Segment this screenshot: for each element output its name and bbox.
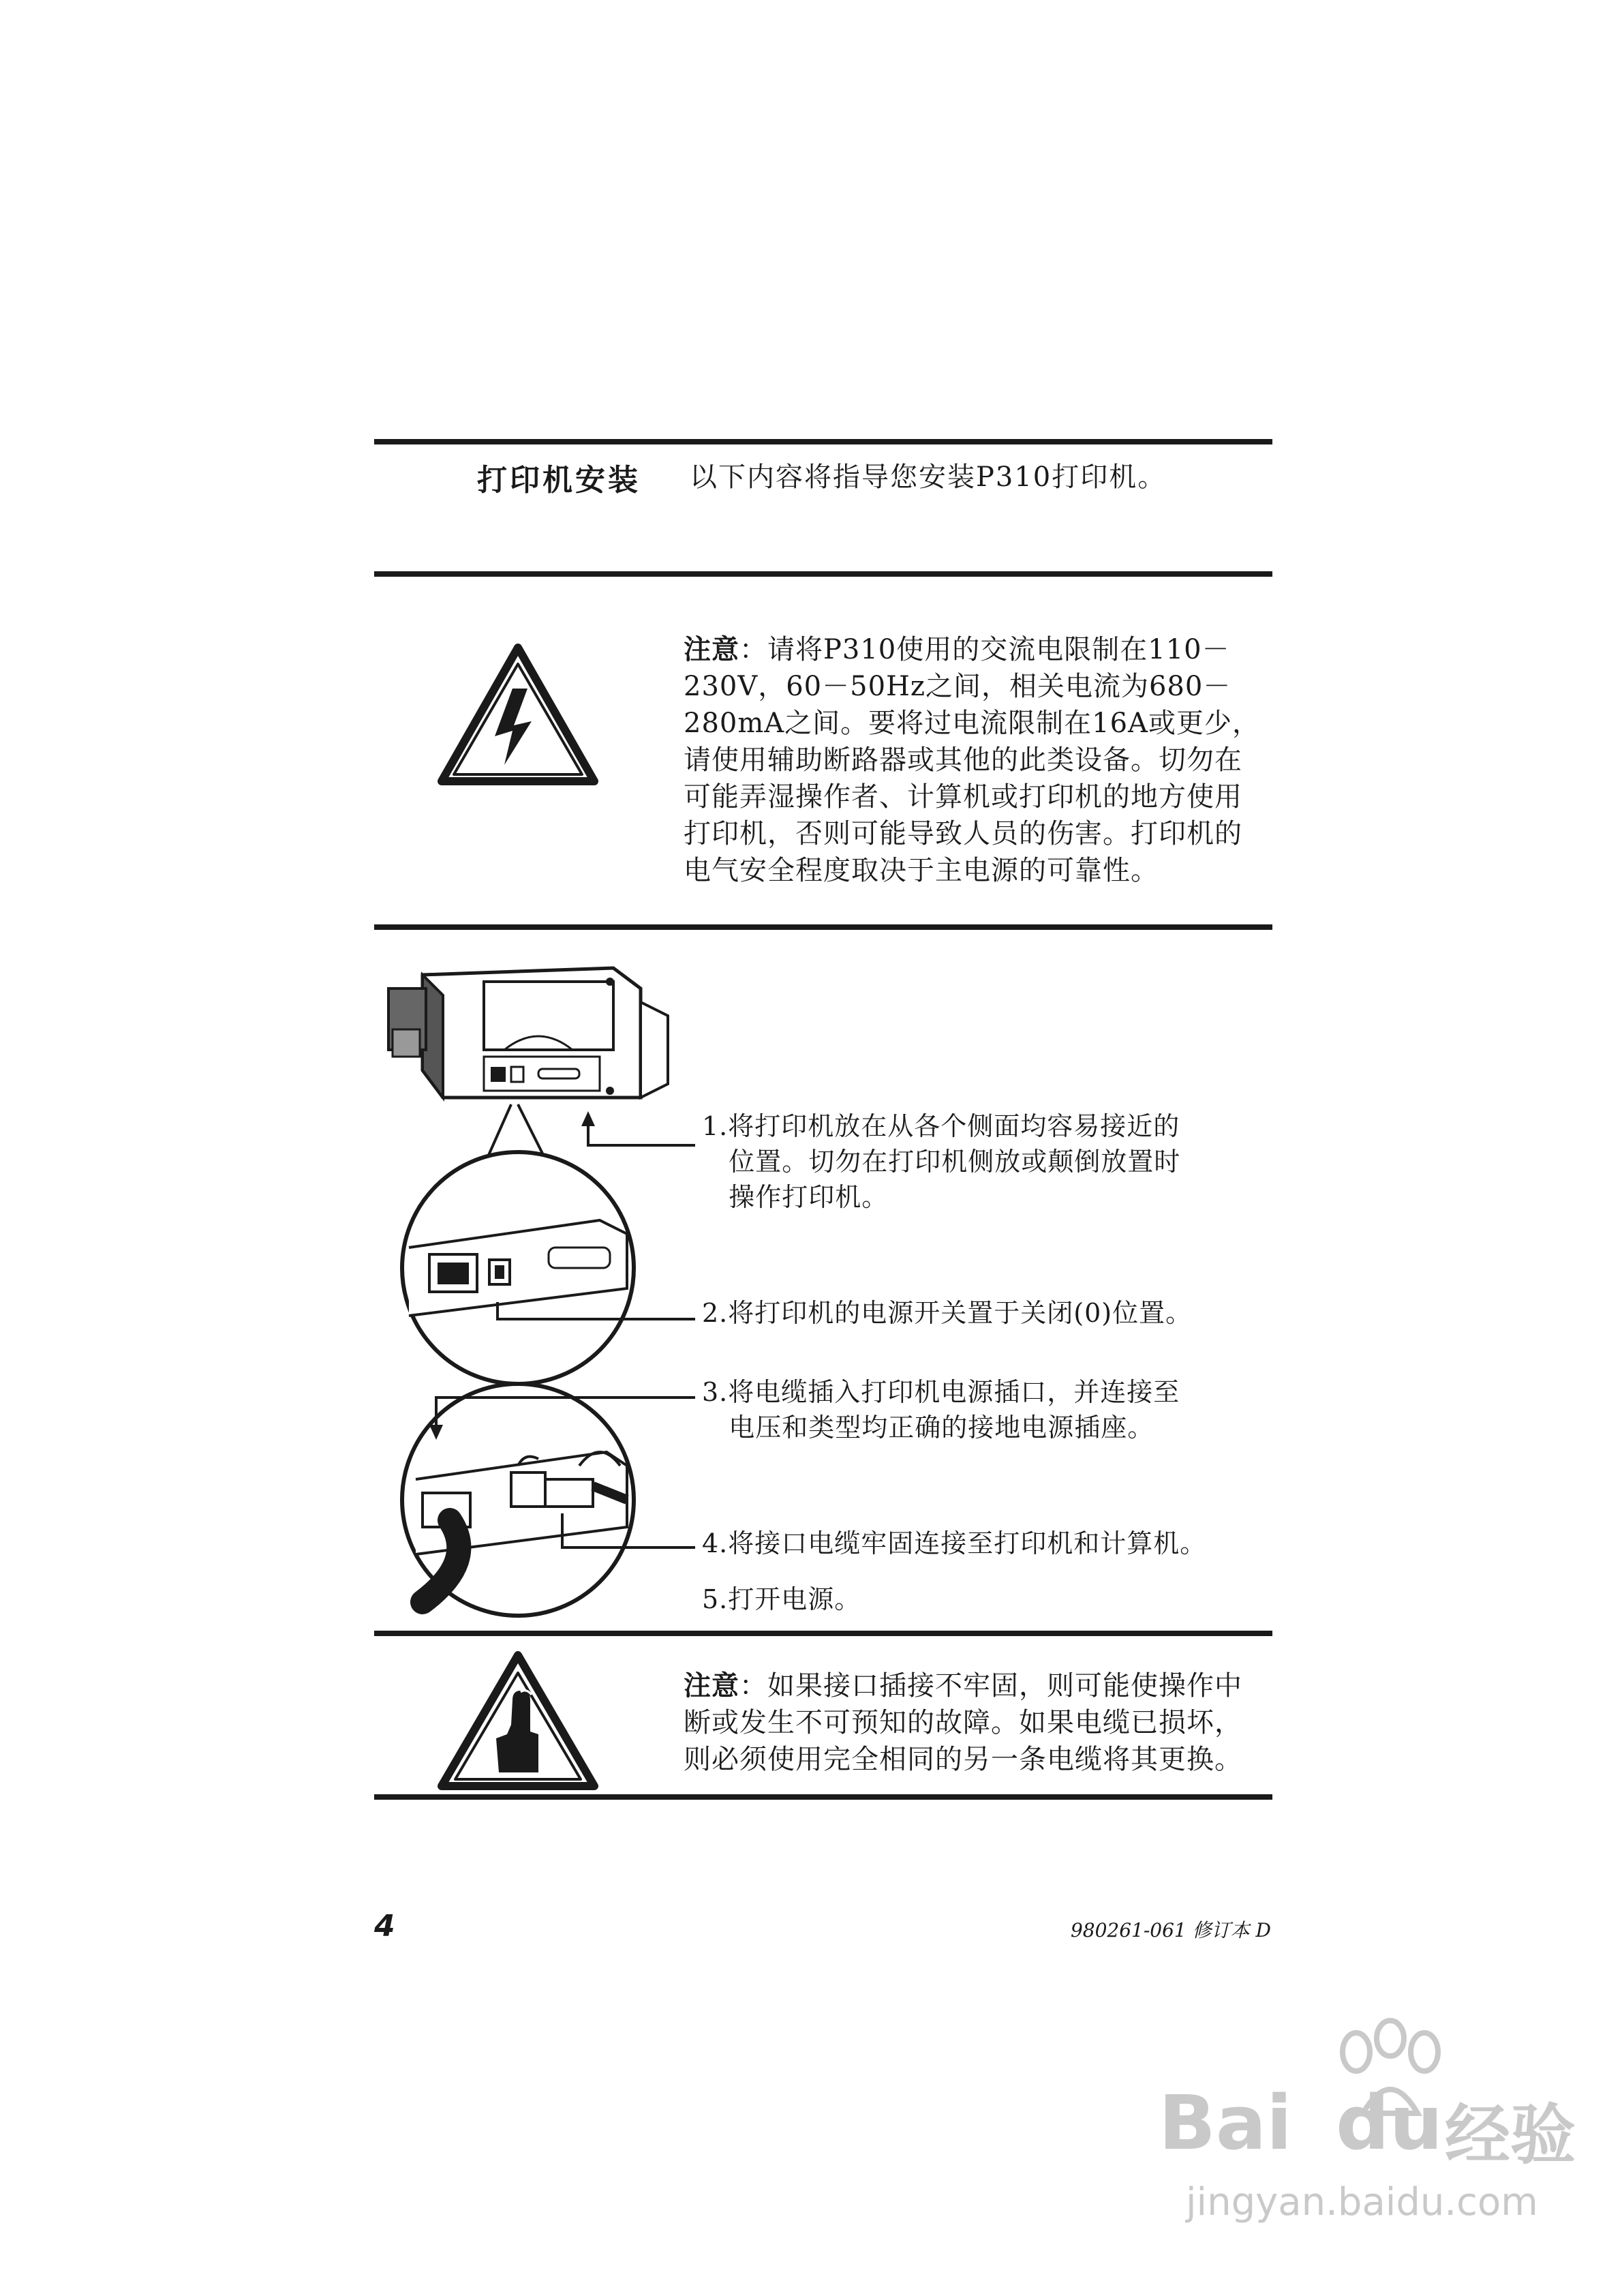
page-number: 4 [374,1909,395,1944]
printer-setup-illustration [382,948,695,1629]
power-switch-detail [402,1152,695,1384]
warning-note-text: ：请将P310使用的交流电限制在110－230V，60－50Hz之间，相关电流为680－280mA之间。要将过电流限制在16A或更少，请使用辅助断路器或其他的此类设备。切勿在可能弄湿操作者、计算机或打印机的地方使用打印机，否则可能导致人员的伤害。打印机的电气安全程度取决于主电源的可靠性。 [684,634,1260,886]
section-intro: 以下内容将指导您安装P310打印机。 [690,462,1167,493]
caution-note-text: ：如果接口插接不牢固，则可能使操作中断或发生不可预知的故障。如果电缆已损坏，则必须使用完全相同的另一条电缆将其更换。 [684,1670,1242,1775]
rule-after-warning [374,924,1272,930]
rule-after-intro [374,571,1272,577]
cable-connection-detail [402,1384,695,1616]
watermark-brand-cn: 经验 [1445,2097,1576,2173]
document-revision: 980261-061 修订本 D [1070,1919,1271,1942]
rule-before-caution [374,1631,1272,1636]
step-3: 3.将电缆插入打印机电源插口，并连接至 电压和类型均正确的接地电源插座。 [702,1377,1180,1442]
section-title: 打印机安装 [477,463,641,498]
step-4: 4.将接口电缆牢固连接至打印机和计算机。 [702,1528,1207,1558]
step-1: 1.将打印机放在从各个侧面均容易接近的 位置。切勿在打印机侧放或颠倒放置时 操作打印机。 [702,1111,1181,1212]
top-rule [374,439,1272,444]
printer-rear-view [388,968,695,1145]
warning-note-label: 注意 [684,634,739,665]
warning-note [684,631,1270,889]
bottom-rule [374,1794,1272,1800]
caution-note-label: 注意 [684,1670,739,1702]
watermark-brand-left: Bai [1159,2079,1292,2166]
electrical-hazard-icon [436,641,600,791]
baidu-watermark [1159,2018,1595,2236]
watermark-brand-right: du [1336,2079,1443,2166]
caution-hand-icon [436,1650,600,1793]
step-2: 2.将打印机的电源开关置于关闭(0)位置。 [702,1298,1193,1328]
watermark-url: jingyan.baidu.com [1186,2180,1538,2224]
caution-note [684,1667,1270,1778]
step-5: 5.打开电源。 [702,1584,861,1614]
